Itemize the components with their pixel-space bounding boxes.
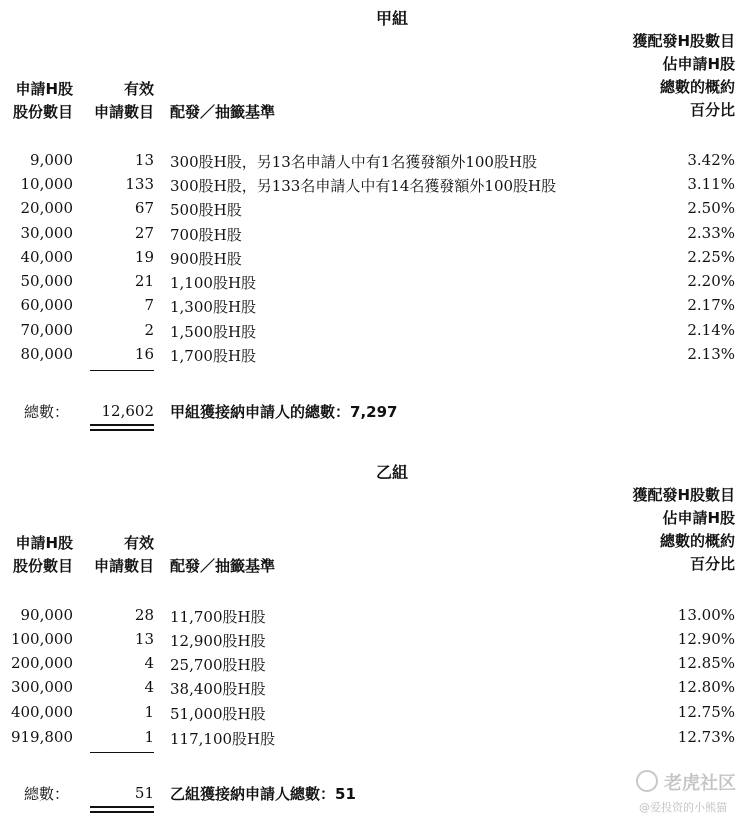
apps-cell: 4 [144, 654, 154, 672]
header-apps-line2: 申請數目 [93, 557, 154, 575]
total-double-rule-top [90, 806, 154, 808]
apps-cell: 1 [144, 728, 154, 746]
table-row [0, 345, 754, 369]
table-row [0, 296, 754, 320]
header-apps [94, 78, 154, 124]
header-basis: 配發／抽籤基準 [170, 103, 276, 121]
basis-cell: 300股H股，另133名申請人中有14名獲發額外100股H股 [170, 177, 557, 195]
apps-cell: 67 [134, 199, 154, 217]
basis-cell: 117,100股H股 [170, 730, 276, 748]
header-pct-line3: 總數的概約 [659, 78, 735, 96]
basis-cell: 12,900股H股 [170, 632, 266, 650]
pct-cell: 2.13% [687, 345, 735, 363]
tiger-logo-icon [636, 770, 658, 792]
shares-cell: 70,000 [20, 321, 73, 339]
apps-cell: 13 [134, 630, 154, 648]
shares-cell: 400,000 [10, 703, 73, 721]
table-row [0, 654, 754, 678]
table-row [0, 151, 754, 175]
group-b-total-text: 乙組獲接納申請人總數：51 [170, 785, 356, 803]
header-apps-line2: 申請數目 [93, 103, 154, 121]
table-row [0, 630, 754, 654]
basis-cell: 500股H股 [170, 201, 242, 219]
table-row [0, 175, 754, 199]
pct-cell: 12.90% [677, 630, 735, 648]
shares-cell: 40,000 [20, 248, 73, 266]
apps-cell: 2 [144, 321, 154, 339]
header-pct-line2: 佔申請H股 [662, 509, 735, 527]
total-double-rule-bottom [90, 811, 154, 813]
pct-cell: 3.11% [687, 175, 735, 193]
table-row [0, 224, 754, 248]
header-pct-line4: 百分比 [689, 101, 735, 119]
apps-cell: 28 [134, 606, 154, 624]
group-a-total-label: 總數： [24, 403, 70, 421]
header-pct [632, 30, 735, 122]
table-row [0, 199, 754, 223]
basis-cell: 1,500股H股 [170, 323, 257, 341]
header-pct-line1: 獲配發H股數目 [632, 32, 735, 50]
apps-cell: 13 [134, 151, 154, 169]
table-row [0, 321, 754, 345]
basis-cell: 25,700股H股 [170, 656, 266, 674]
apps-cell: 7 [144, 296, 154, 314]
header-shares-b [13, 532, 73, 578]
group-a-title: 甲組 [376, 9, 409, 28]
pct-cell: 12.75% [677, 703, 735, 721]
basis-cell: 1,700股H股 [170, 347, 257, 365]
shares-cell: 50,000 [20, 272, 73, 290]
shares-cell: 80,000 [20, 345, 73, 363]
basis-cell: 38,400股H股 [170, 680, 266, 698]
watermark-user: @爱投资的小熊猫 [639, 801, 727, 814]
header-pct-line2: 佔申請H股 [662, 55, 735, 73]
table-row [0, 678, 754, 702]
table-row [0, 728, 754, 752]
shares-cell: 20,000 [20, 199, 73, 217]
group-b-title: 乙組 [376, 463, 409, 482]
header-pct-line3: 總數的概約 [659, 532, 735, 550]
group-a-total-text: 甲組獲接納申請人的總數：7,297 [170, 403, 398, 421]
shares-cell: 200,000 [10, 654, 73, 672]
total-double-rule-top [90, 424, 154, 426]
header-apps-line1: 有效 [123, 534, 154, 552]
shares-cell: 60,000 [20, 296, 73, 314]
shares-cell: 9,000 [30, 151, 73, 169]
table-row [0, 606, 754, 630]
header-pct-line1: 獲配發H股數目 [632, 486, 735, 504]
group-b-total-value: 51 [134, 784, 154, 802]
table-row [0, 272, 754, 296]
apps-cell: 1 [144, 703, 154, 721]
shares-cell: 10,000 [20, 175, 73, 193]
header-shares-line1: 申請H股 [15, 80, 73, 98]
apps-cell: 4 [144, 678, 154, 696]
group-a-total-value: 12,602 [101, 402, 154, 420]
apps-cell: 21 [134, 272, 154, 290]
pct-cell: 2.20% [687, 272, 735, 290]
header-shares-line1: 申請H股 [15, 534, 73, 552]
basis-cell: 51,000股H股 [170, 705, 266, 723]
apps-cell: 19 [134, 248, 154, 266]
header-apps-line1: 有效 [123, 80, 154, 98]
basis-cell: 900股H股 [170, 250, 242, 268]
pct-cell: 13.00% [677, 606, 735, 624]
shares-cell: 300,000 [10, 678, 73, 696]
apps-cell: 27 [134, 224, 154, 242]
basis-cell: 700股H股 [170, 226, 242, 244]
basis-cell: 11,700股H股 [170, 608, 266, 626]
shares-cell: 100,000 [10, 630, 73, 648]
pct-cell: 12.80% [677, 678, 735, 696]
table-row [0, 248, 754, 272]
apps-cell: 16 [134, 345, 154, 363]
header-pct-b [632, 484, 735, 576]
apps-cell: 133 [125, 175, 154, 193]
header-basis-b: 配發／抽籤基準 [170, 557, 276, 575]
table-row [0, 703, 754, 727]
watermark-brand: 老虎社区 [664, 773, 736, 794]
pct-cell: 2.25% [687, 248, 735, 266]
basis-cell: 300股H股，另13名申請人中有1名獲發額外100股H股 [170, 153, 538, 171]
header-pct-line4: 百分比 [689, 555, 735, 573]
pct-cell: 2.33% [687, 224, 735, 242]
header-shares-line2: 股份數目 [12, 557, 73, 575]
shares-cell: 30,000 [20, 224, 73, 242]
pct-cell: 12.73% [677, 728, 735, 746]
group-b-total-label: 總數： [24, 785, 70, 803]
shares-cell: 90,000 [20, 606, 73, 624]
subtotal-rule [90, 370, 154, 371]
shares-cell: 919,800 [10, 728, 73, 746]
pct-cell: 2.14% [687, 321, 735, 339]
header-shares [13, 78, 73, 124]
total-double-rule-bottom [90, 429, 154, 431]
basis-cell: 1,100股H股 [170, 274, 257, 292]
pct-cell: 2.17% [687, 296, 735, 314]
pct-cell: 12.85% [677, 654, 735, 672]
header-shares-line2: 股份數目 [12, 103, 73, 121]
subtotal-rule [90, 752, 154, 753]
pct-cell: 3.42% [687, 151, 735, 169]
basis-cell: 1,300股H股 [170, 298, 257, 316]
header-apps-b [94, 532, 154, 578]
pct-cell: 2.50% [687, 199, 735, 217]
